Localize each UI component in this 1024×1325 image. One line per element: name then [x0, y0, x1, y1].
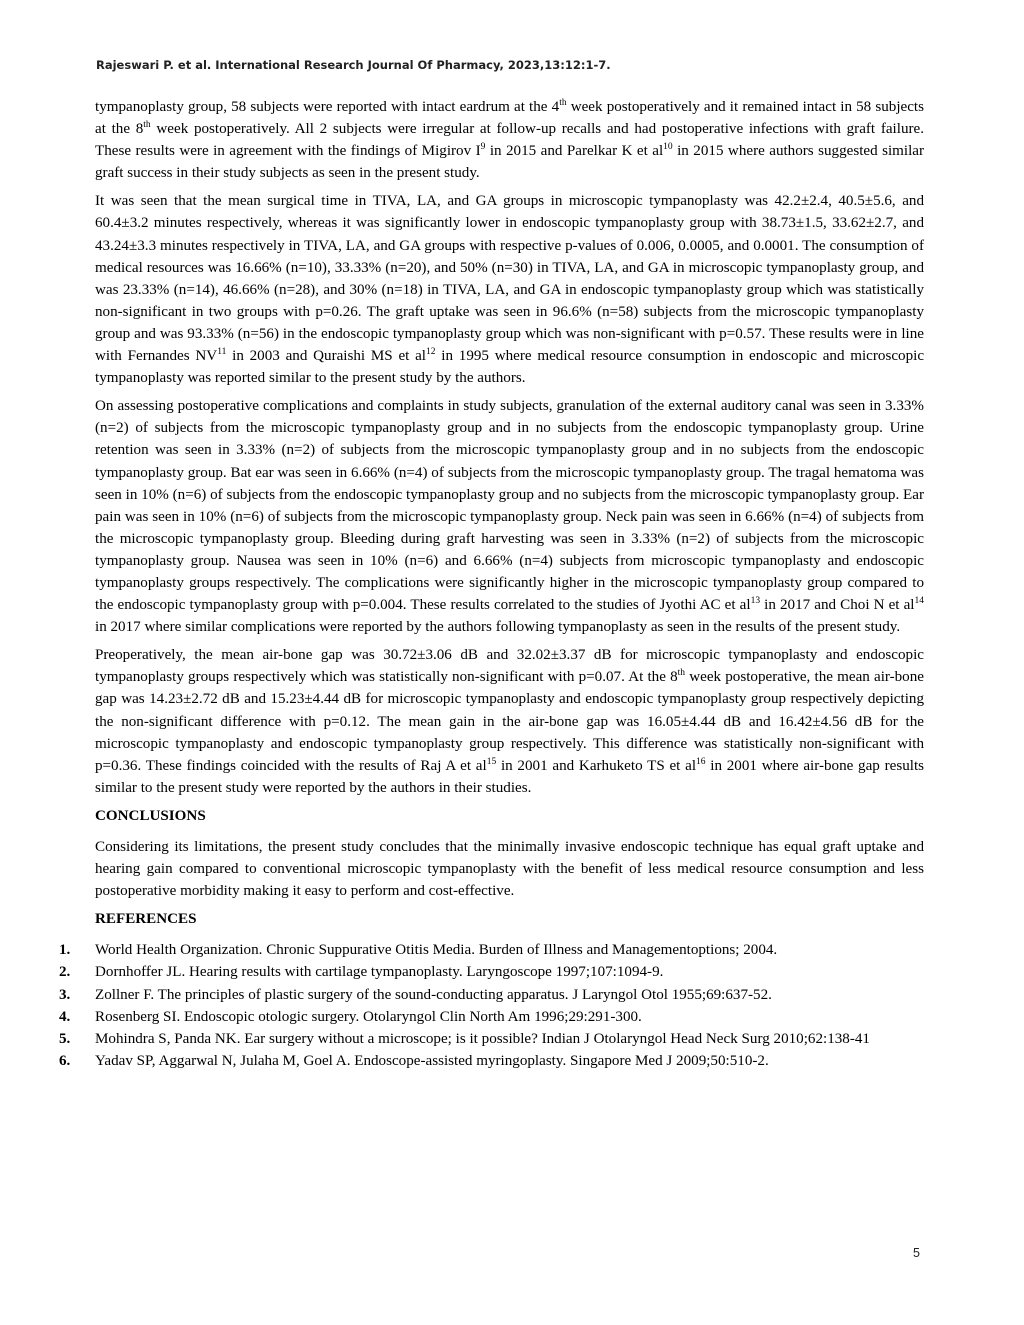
paragraph-complications: On assessing postoperative complications and complaints in study subjects, granulation of the external auditory canal was seen in 3.33% (n=2) of subjects from the microscopic tympanoplasty group and in no subjects from the endoscopic tympanoplasty group. Urine retention was seen in 3.33% (n=2) of subjects from the microscopic tympanoplasty group and in no subjects from the endoscopic tympanoplasty group. Bat ear was seen in 6.66% (n=4) of subjects from the microscopic tympanoplasty group. The tragal hematoma was seen in 10% (n=6) of subjects from the endoscopic tympanoplasty group and no subjects from the microscopic tympanoplasty group. Ear pain was seen in 10% (n=6) of subjects from the microscopic tympanoplasty group. Neck pain was seen in 6.66% (n=4) of subjects from the microscopic tympanoplasty group. Bleeding during graft harvesting was seen in 3.33% (n=2) of subjects from the microscopic tympanoplasty group. Nausea was seen in 10% (n=6) and 6.66% (n=4) subjects from microscopic tympanoplasty and endoscopic tympanoplasty groups respectively. The complications were significantly higher in the microscopic tympanoplasty group compared to the endoscopic tympanoplasty group with p=0.004. These results correlated to the studies of Jyothi AC et $al^{13}$ in 2017 and Choi N et $al^{14}$ in 2017 where similar complications were reported by the authors following tympanoplasty as seen in the results of the present study.: [95, 398, 924, 636]
reference-text: Yadav SP, Aggarwal N, Julaha M, Goel A. Endoscope-assisted myringoplasty. Singapore Med J 2009;50:510-2.: [95, 1052, 769, 1069]
references-list: [59, 939, 924, 1072]
reference-item: [59, 1006, 924, 1028]
citation-superscript: 10: [663, 142, 673, 153]
paragraph-surgical-time: It was seen that the mean surgical time in TIVA, LA, and GA groups in microscopic tympanoplasty was 42.2±2.4, 40.5±5.6, and 60.4±3.2 minutes respectively, whereas it was significantly lower in endoscopic tympanoplasty group with 38.73±1.5, 33.62±2.7, and 43.24±3.3 minutes respectively in TIVA, LA, and GA groups with respective p-values of 0.006, 0.0005, and 0.0001. The consumption of medical resources was 16.66% (n=10), 33.33% (n=20), and 50% (n=30) in TIVA, LA, and GA in microscopic tympanoplasty group, and was 23.33% (n=14), 46.66% (n=28), and 30% (n=18) in TIVA, LA, and GA in endoscopic tympanoplasty group which was statistically non-significant in two groups with p=0.26. The graft uptake was seen in 96.6% (n=58) subjects from the microscopic tympanoplasty group and was 93.33% (n=56) in the endoscopic tympanoplasty group which was non-significant with p=0.57. These results were in line with Fernandes NV$^{11}$ in 2003 and Quraishi MS et $al^{12}$ in 1995 where medical resource consumption in endoscopic and microscopic tympanoplasty was reported similar to the present study by the authors.: [95, 193, 925, 387]
reference-item: [59, 1028, 924, 1050]
citation-superscript: 9: [480, 142, 486, 153]
reference-text: Zollner F. The principles of plastic surgery of the sound-conducting apparatus. J Laryngol Otol 1955;69:637-52.: [95, 986, 772, 1003]
reference-item: [59, 984, 924, 1006]
references-heading: REFERENCES: [95, 911, 197, 928]
conclusions-heading: CONCLUSIONS: [95, 807, 206, 824]
reference-number: 6.: [59, 1052, 71, 1069]
reference-number: 2.: [59, 964, 71, 981]
reference-text: Mohindra S, Panda NK. Ear surgery without a microscope; is it possible? Indian J Otolaryngol Head Neck Surg 2010;62:138-41: [95, 1030, 870, 1047]
citation-superscript: 11: [217, 347, 227, 358]
reference-number: 3.: [59, 986, 71, 1003]
reference-text: Dornhoffer JL. Hearing results with cartilage tympanoplasty. Laryngoscope 1997;107:1094-9.: [95, 964, 664, 981]
citation-superscript: 12: [426, 347, 436, 358]
reference-item: [59, 961, 924, 983]
citation-superscript: 14: [914, 596, 924, 607]
citation-superscript: 16: [696, 756, 706, 767]
reference-text: Rosenberg SI. Endoscopic otologic surgery. Otolaryngol Clin North Am 1996;29:291-300.: [95, 1008, 642, 1025]
citation-superscript: 13: [750, 596, 761, 607]
conclusions-text: Considering its limitations, the present study concludes that the minimally invasive endoscopic technique has equal graft uptake and hearing gain compared to conventional microscopic tympanoplasty with the benefit of less medical resource consumption and less postoperative morbidity making it easy to perform and cost-effective.: [95, 839, 924, 900]
reference-number: 4.: [59, 1008, 71, 1025]
paragraph-graft-success: tympanoplasty group, 58 subjects were reported with intact eardrum at the 4th week postoperatively and it remained intact in 58 subjects at the 8th week postoperatively. All 2 subjects were irregular at follow-up recalls and had postoperative infections with graft failure. These results were in agreement with the findings of Migirov $I^9$ in 2015 and Parelkar K et $al^{10}$ in 2015 where authors suggested similar graft success in their study subjects as seen in the present study.: [95, 98, 925, 182]
reference-text: World Health Organization. Chronic Suppurative Otitis Media. Burden of Illness and Managementoptions; 2004.: [95, 942, 778, 959]
reference-number: 1.: [59, 942, 71, 959]
article-body: [59, 96, 925, 1072]
reference-item: [59, 1050, 924, 1072]
paragraph-air-bone-gap: Preoperatively, the mean air-bone gap was 30.72±3.06 dB and 32.02±3.37 dB for microscopic tympanoplasty and endoscopic tympanoplasty groups respectively which was statistically non-significant with p=0.07. At the 8th week postoperative, the mean air-bone gap was 14.23±2.72 dB and 15.23±4.44 dB for microscopic tympanoplasty and endoscopic tympanoplasty group respectively depicting the non-significant difference with p=0.12. The mean gain in the air-bone gap was 16.05±4.44 dB and 16.42±4.56 dB for the microscopic tympanoplasty and endoscopic tympanoplasty group respectively. This difference was statistically non-significant with p=0.36. These findings coincided with the results of Raj A et $al^{15}$ in 2001 and Karhuketo TS et $al^{16}$ in 2001 where air-bone gap results similar to the present study were reported by the authors in their studies.: [95, 647, 925, 796]
running-head: Rajeswari P. et al. International Research Journal Of Pharmacy, 2023,13:12:1-7.: [96, 58, 611, 72]
citation-superscript: 15: [486, 756, 497, 767]
reference-number: 5.: [59, 1030, 71, 1047]
page-number: 5: [913, 1246, 920, 1260]
reference-item: [59, 939, 924, 961]
